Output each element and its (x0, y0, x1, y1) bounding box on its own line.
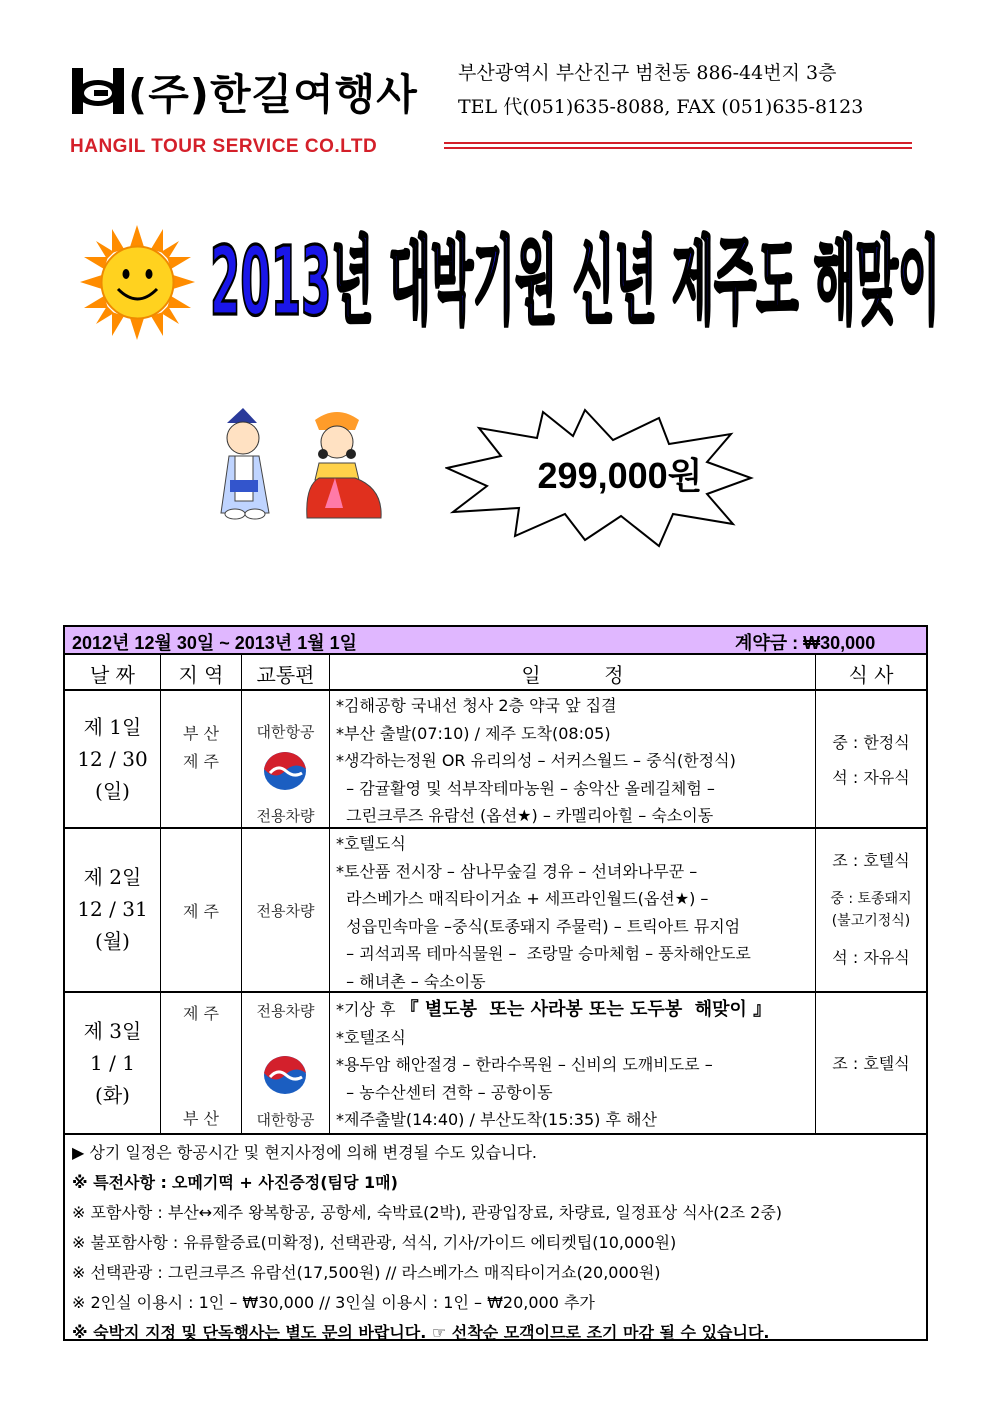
schedule-line: 성읍민속마을 –중식(토종돼지 주물럭) – 트릭아트 뮤지엄 (336, 916, 741, 936)
day-2-weekday: (월) (95, 929, 130, 953)
header-divider (444, 141, 912, 151)
schedule-line: *호텔조식 (336, 1027, 406, 1047)
schedule-line: *생각하는정원 OR 유리의성 – 서커스월드 – 중식(한정식) (336, 751, 736, 770)
day-3-transport-air: 대한항공 (256, 1111, 315, 1129)
day-1-meal-dinner: 석 : 자유식 (832, 768, 910, 787)
hanbok-couple-illustration (215, 408, 390, 520)
day-1-region-to: 제 주 (183, 752, 219, 771)
note-included: ※ 포함사항 : 부산↔제주 왕복항공, 공항세, 숙박료(2박), 관광입장료, 차량료, 일정표상 식사(2조 2중) (72, 1203, 783, 1222)
day-2-cell (65, 861, 160, 957)
page-title (200, 190, 960, 380)
col-header-region: 지 역 (178, 663, 224, 687)
table-rule (329, 655, 330, 1133)
day-3-label: 제 3일 (83, 1019, 142, 1043)
schedule-line: *제주출발(14:40) / 부산도착(15:35) 후 해산 (336, 1110, 657, 1129)
col-header-meal: 식 사 (848, 663, 894, 687)
schedule-line: *호텔도식 (336, 834, 406, 853)
day-1-cell (65, 711, 160, 807)
day-1-transport-bus: 전용차량 (256, 807, 315, 825)
company-english-name: HANGIL TOUR SERVICE CO.LTD (70, 136, 378, 157)
note-not-included: ※ 불포함사항 : 유류할증료(미확정), 선택관광, 석식, 기사/가이드 에티켓팁(10,000원) (72, 1233, 677, 1252)
schedule-prefix: *기상 후 (336, 1000, 396, 1019)
col-header-transport: 교통편 (256, 663, 315, 687)
company-name: (주)한길여행사 (128, 70, 418, 119)
day-1-weekday: (일) (95, 779, 130, 803)
day-2-transport: 전용차량 (256, 902, 315, 920)
day-1-schedule (336, 692, 736, 830)
schedule-line: *김해공항 국내선 청사 2층 약국 앞 집결 (336, 696, 617, 715)
tour-period: 2012년 12월 30일 ~ 2013년 1월 1일 (72, 633, 357, 653)
deposit-amount: 계약금 : ₩30,000 (735, 633, 876, 653)
day-3-region-from: 제 주 (183, 1004, 219, 1023)
company-phone: TEL 代(051)635-8088, FAX (051)635-8123 (458, 96, 864, 118)
col-header-date: 날 짜 (90, 663, 135, 687)
day-3-cell (65, 1015, 160, 1111)
korean-air-logo-icon (262, 1055, 308, 1095)
sun-icon (80, 225, 195, 340)
table-rule (65, 689, 926, 691)
day-3-region-to: 부 산 (183, 1109, 219, 1128)
note-room-surcharge: ※ 2인실 이용시 : 1인 – ₩30,000 // 3인실 이용시 : 1인 – ₩20,000 추가 (72, 1293, 595, 1312)
tour-price: 299,000원 (537, 455, 703, 496)
day-2-label: 제 2일 (83, 865, 142, 889)
schedule-line: *토산품 전시장 – 삼나무숲길 경유 – 선녀와나무꾼 – (336, 861, 698, 881)
page-title-text: 2013년 대박기원 신년 제주도 해맞이 (210, 226, 941, 337)
day-1-label: 제 1일 (83, 715, 142, 739)
day-2-meal-lunch-detail: (불고기정식) (831, 913, 911, 929)
day-2-region: 제 주 (183, 902, 219, 921)
note-inquiry: ※ 숙박지 지정 및 단독행사는 별도 문의 바랍니다. ☞ 선착순 모객이므로 조기 마감 될 수 있습니다. (72, 1323, 770, 1342)
schedule-line: – 농수산센터 견학 – 공항이동 (336, 1082, 553, 1102)
schedule-line: *용두암 해안절경 – 한라수목원 – 신비의 도깨비도로 – (336, 1055, 713, 1074)
schedule-line: 그린크루즈 유람선 (옵션★) – 카멜리아힐 – 숙소이동 (336, 806, 714, 825)
note-benefits-label: ※ 특전사항 : (72, 1173, 167, 1192)
day-1-region-from: 부 산 (183, 724, 219, 743)
schedule-line: – 괴석괴목 테마식물원 – 조랑말 승마체험 – 풍차해안도로 (336, 944, 751, 963)
sunrise-highlight: 『 별도봉 또는 사라봉 또는 도두봉 해맞이 』 (400, 999, 772, 1020)
schedule-line: *부산 출발(07:10) / 제주 도착(08:05) (336, 723, 611, 743)
day-2-schedule (336, 830, 751, 995)
note-benefits-value: 오메기떡 + 사진증정(팀당 1매) (172, 1173, 398, 1192)
hangil-logo-icon (72, 68, 124, 114)
day-2-meal-lunch: 중 : 토종돼지 (830, 891, 912, 907)
schedule-line (336, 996, 771, 1024)
note-optional-tours: ※ 선택관광 : 그린크루즈 유람선(17,500원) // 라스베가스 매직타이거쇼(20,000원) (72, 1263, 661, 1282)
day-1-meal-lunch: 중 : 한정식 (832, 733, 910, 752)
day-2-date: 12 / 31 (77, 897, 148, 921)
day-2-meal-breakfast: 조 : 호텔식 (832, 851, 910, 870)
schedule-line: 라스베가스 매직타이거쇼 + 세프라인월드(옵션★) – (336, 889, 709, 908)
note-schedule-change: ▶ 상기 일정은 항공시간 및 현지사정에 의해 변경될 수도 있습니다. (72, 1143, 538, 1162)
company-address: 부산광역시 부산진구 범천동 886-44번지 3층 (458, 62, 837, 84)
day-1-transport-air: 대한항공 (256, 723, 315, 741)
day-2-meal-dinner: 석 : 자유식 (832, 948, 910, 967)
day-3-meal-breakfast: 조 : 호텔식 (832, 1054, 910, 1073)
day-3-transport-bus: 전용차량 (256, 1002, 315, 1020)
day-3-weekday: (화) (95, 1083, 130, 1107)
day-1-date: 12 / 30 (77, 747, 148, 771)
korean-air-logo-icon (262, 751, 308, 791)
schedule-line: – 감귤활영 및 석부작테마농원 – 송악산 올레길체험 – (336, 778, 715, 798)
day-3-schedule (336, 996, 771, 1134)
note-benefits (72, 1170, 398, 1193)
col-header-schedule: 일 정 (521, 663, 624, 687)
day-3-date: 1 / 1 (90, 1051, 135, 1075)
schedule-line: – 해녀촌 – 숙소이동 (336, 971, 486, 991)
